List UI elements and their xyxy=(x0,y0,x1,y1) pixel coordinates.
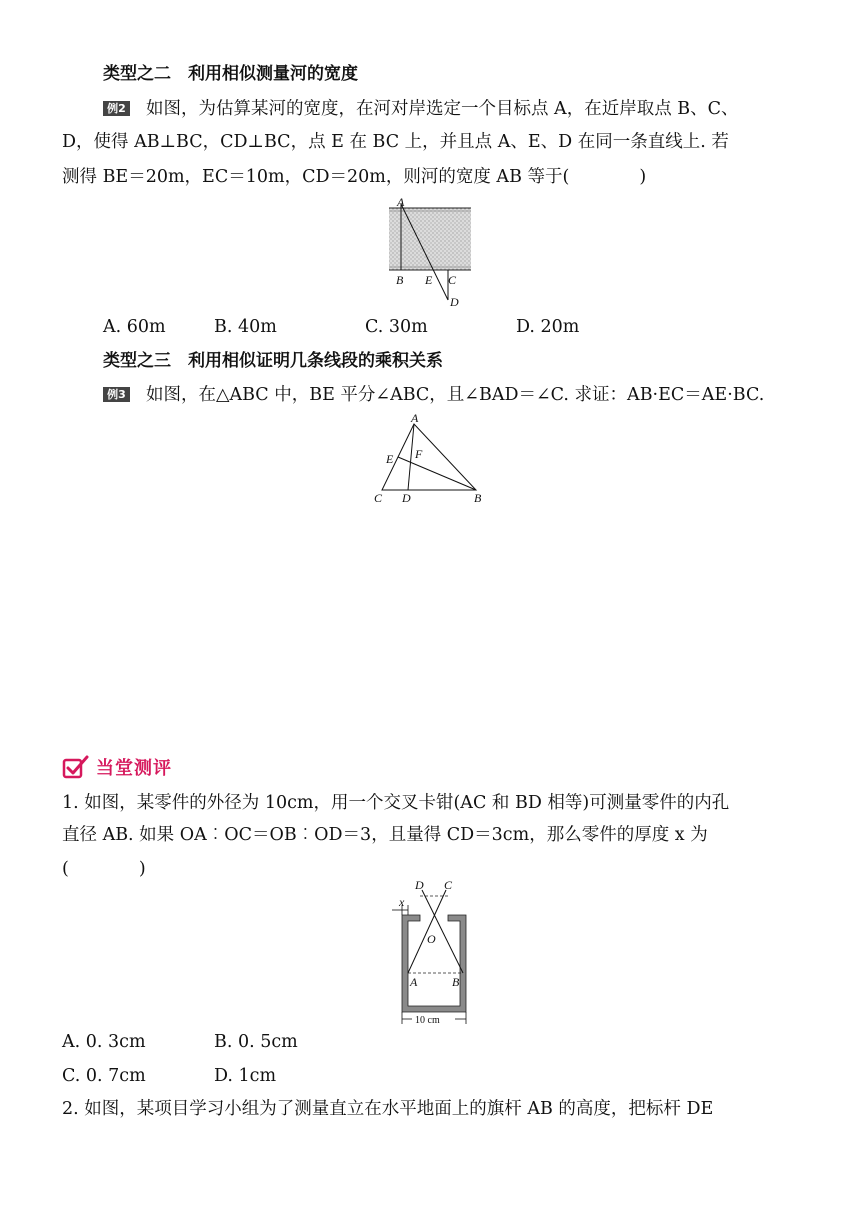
checkbox-check-icon xyxy=(62,755,90,779)
type2-heading: 类型之二 利用相似测量河的宽度 xyxy=(103,64,358,84)
example2-line2: D，使得 AB⊥BC，CD⊥BC，点 E 在 BC 上，并且点 A、E、D 在同一条直线上. 若 xyxy=(62,132,729,152)
triangle-label-a: A xyxy=(411,411,419,425)
caliper-label-o: O xyxy=(427,932,436,946)
q1-option-a: A. 0. 3cm xyxy=(62,1032,146,1052)
example3-text1: 如图，在△ABC 中，BE 平分∠ABC，且∠BAD＝∠C. 求证：AB·EC＝AE·BC. xyxy=(146,385,765,405)
example2-option-d: D. 20m xyxy=(516,317,580,337)
example2-line3: 测得 BE＝20m，EC＝10m，CD＝20m，则河的宽度 AB 等于( ) xyxy=(62,167,647,187)
triangle-label-f: F xyxy=(415,447,423,461)
q1-line1: 1. 如图，某零件的外径为 10cm，用一个交叉卡钳(AC 和 BD 相等)可测量零件的内孔 xyxy=(62,793,730,813)
example3-line1 xyxy=(103,387,764,405)
caliper-label-d: D xyxy=(415,880,424,892)
caliper-width-label: 10 cm xyxy=(415,1015,440,1026)
example2-option-b: B. 40m xyxy=(214,317,277,337)
part-body xyxy=(402,915,466,1012)
river-figure xyxy=(380,196,480,312)
q1-line3: ( ) xyxy=(62,859,146,879)
river-label-d: D xyxy=(450,295,459,309)
example3-badge: 例3 xyxy=(103,387,130,402)
q1-option-b: B. 0. 5cm xyxy=(214,1032,298,1052)
triangle-figure xyxy=(366,410,496,508)
example2-text1: 如图，为估算某河的宽度，在河对岸选定一个目标点 A，在近岸取点 B、C、 xyxy=(146,99,739,119)
section-title xyxy=(62,754,172,780)
q1-line2: 直径 AB. 如果 OA︰OC＝OB︰OD＝3，且量得 CD＝3cm，那么零件的厚度 x 为 xyxy=(62,825,708,845)
example2-badge: 例2 xyxy=(103,101,130,116)
q1-option-c: C. 0. 7cm xyxy=(62,1066,146,1086)
triangle-label-d: D xyxy=(402,491,411,505)
example2-option-c: C. 30m xyxy=(365,317,428,337)
q2-line1: 2. 如图，某项目学习小组为了测量直立在水平地面上的旗杆 AB 的高度，把标杆 DE xyxy=(62,1099,714,1119)
river-label-b: B xyxy=(396,273,404,287)
river-label-e: E xyxy=(425,273,433,287)
example2-option-a: A. 60m xyxy=(103,317,166,337)
caliper-figure xyxy=(380,880,480,1028)
section-title-text: 当堂测评 xyxy=(96,758,172,779)
caliper-label-b: B xyxy=(452,975,460,989)
example2-line1 xyxy=(103,101,739,119)
triangle-label-b: B xyxy=(474,491,482,505)
caliper-label-a: A xyxy=(410,975,418,989)
q1-option-d: D. 1cm xyxy=(214,1066,277,1086)
river-label-c: C xyxy=(448,273,457,287)
caliper-label-c: C xyxy=(444,880,453,892)
caliper-label-x: x xyxy=(399,895,405,909)
river-label-a: A xyxy=(397,196,405,209)
type3-heading: 类型之三 利用相似证明几条线段的乘积关系 xyxy=(103,351,443,371)
triangle-label-e: E xyxy=(386,452,394,466)
triangle-label-c: C xyxy=(374,491,383,505)
